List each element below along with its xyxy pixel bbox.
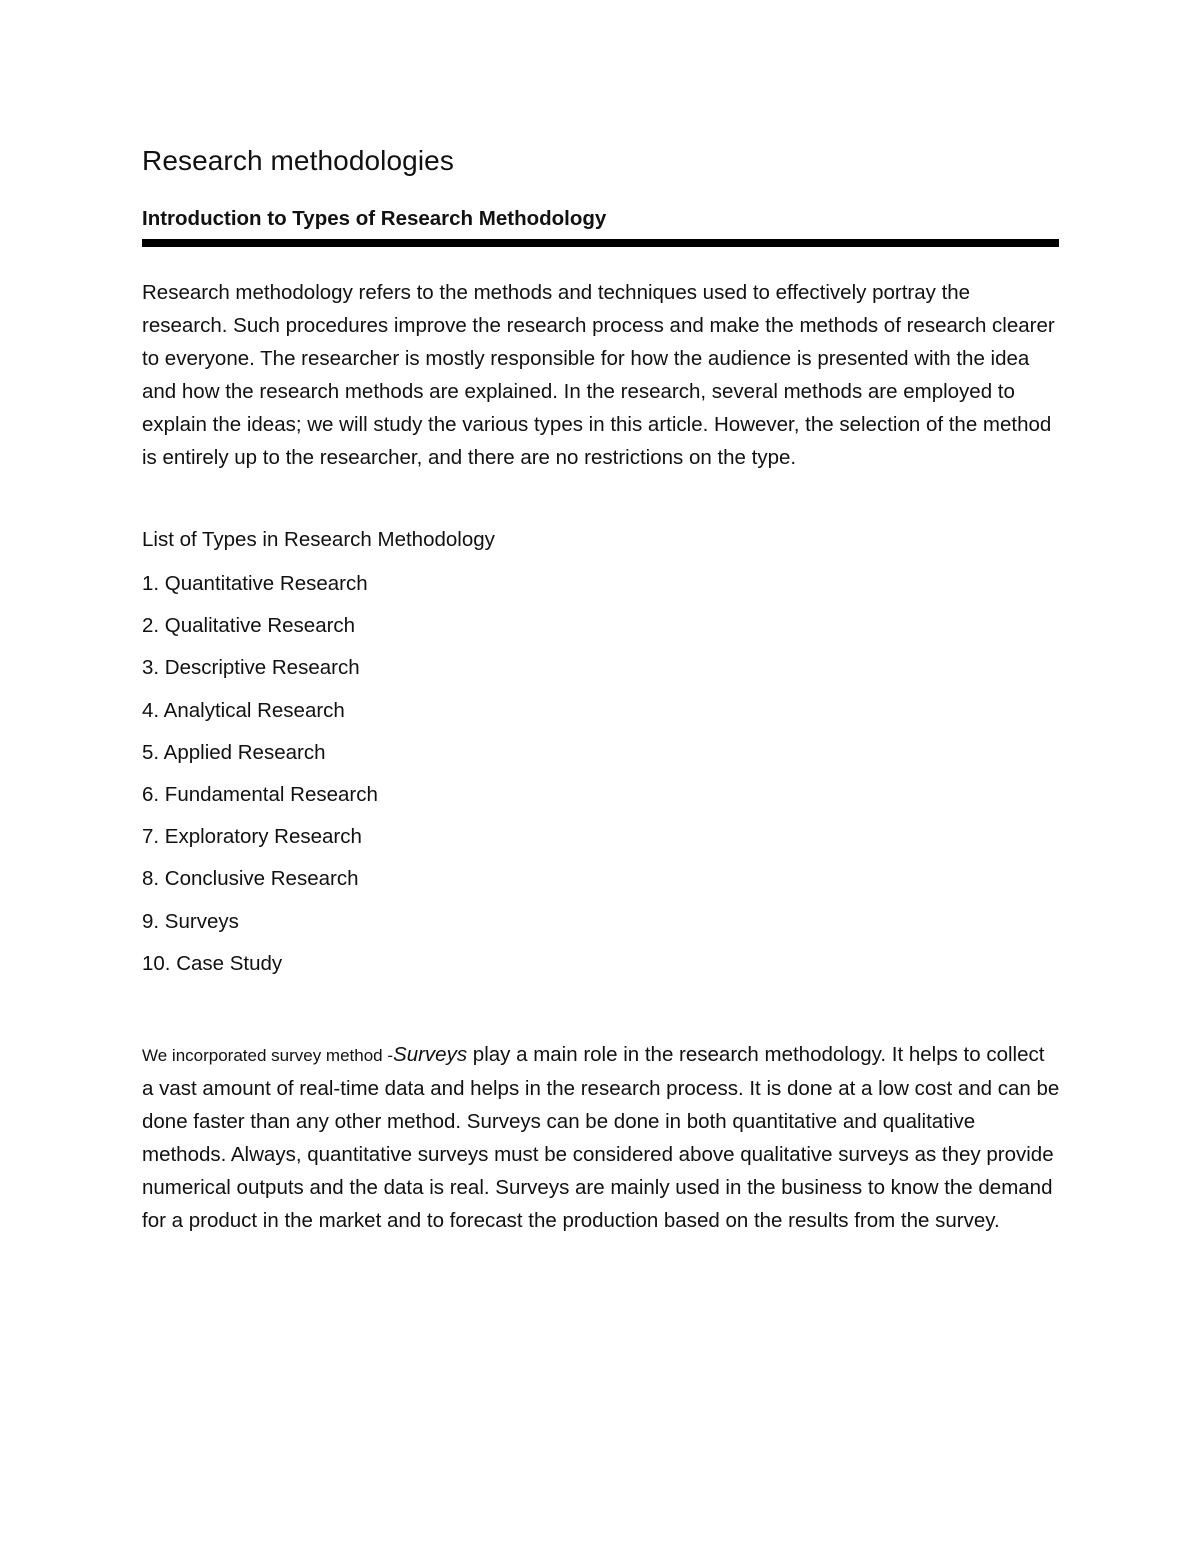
- survey-paragraph: [142, 1038, 1060, 1237]
- list-item: 1. Quantitative Research: [142, 572, 368, 595]
- list-item: 10. Case Study: [142, 951, 283, 975]
- list-item: 2. Qualitative Research: [142, 614, 356, 638]
- horizontal-rule: [142, 239, 1059, 247]
- list-item: 6. Fundamental Research: [142, 782, 378, 806]
- list-item: 3. Descriptive Research: [142, 656, 360, 680]
- research-types-list: [142, 570, 378, 992]
- section-subtitle: Introduction to Types of Research Methodology: [142, 207, 607, 230]
- list-item: 8. Conclusive Research: [142, 867, 359, 891]
- list-item: 7. Exploratory Research: [142, 825, 362, 849]
- survey-paragraph-lead: We incorporated survey method -: [142, 1046, 394, 1065]
- list-heading: List of Types in Research Methodology: [142, 528, 495, 551]
- list-item: 9. Surveys: [142, 909, 239, 933]
- survey-paragraph-body: play a main role in the research methodology. It helps to collect a vast amount of real-time data and helps in the research process. It is done at a low cost and can be done faster than any other method. Surveys can be done in both quantitative and qualitative methods. Always, quantitative surveys must be considered above qualitative surveys as they provide numerical outputs and the data is real. Surveys are mainly used in the business to know the demand for a product in the market and to forecast the production based on the results from the survey.: [142, 1043, 1060, 1232]
- page-title: Research methodologies: [142, 145, 454, 176]
- list-item: 5. Applied Research: [142, 740, 326, 764]
- intro-paragraph: Research methodology refers to the methods and techniques used to effectively portray the research. Such procedures improve the research process and make the methods of research clearer to everyone. The researcher is mostly responsible for how the audience is presented with the idea and how the research methods are explained. In the research, several methods are employed to explain the ideas; we will study the various types in this article. However, the selection of the method is entirely up to the researcher, and there are no restrictions on the type.: [142, 281, 1055, 469]
- survey-emphasis: Surveys: [393, 1043, 468, 1066]
- list-item: 4. Analytical Research: [142, 698, 345, 722]
